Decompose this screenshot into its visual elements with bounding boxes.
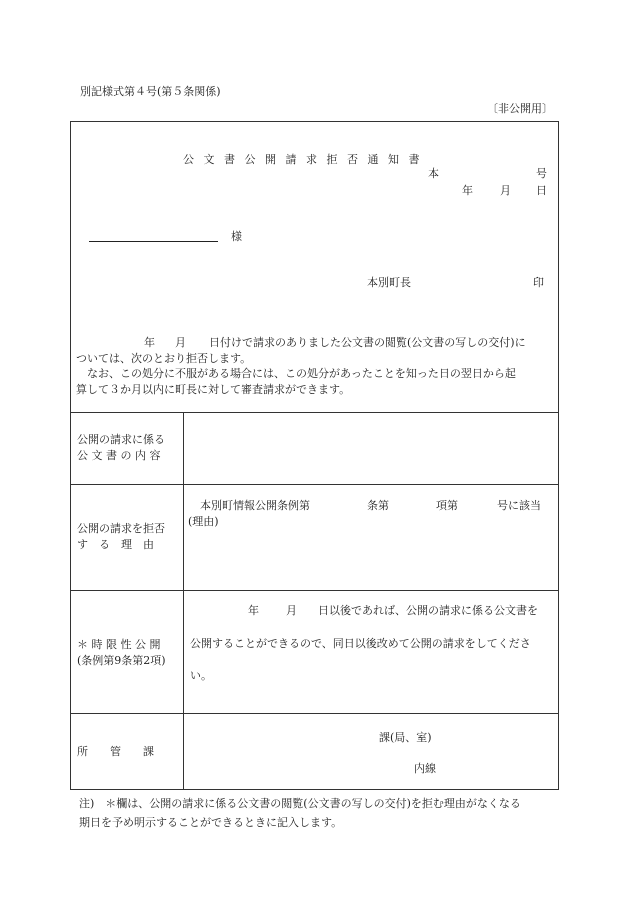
row3-text-line3: い。 — [190, 669, 212, 682]
row2-label-line2: す る 理 由 — [77, 538, 154, 551]
divider-row3-row4 — [70, 713, 559, 714]
row2-paragraph: 項第 — [436, 499, 458, 512]
row3-label-line2: (条例第9条第2項) — [77, 654, 166, 667]
row1-label-line2: 公 文 書 の 内 容 — [77, 449, 161, 462]
form-number: 別記様式第４号(第５条関係) — [80, 85, 221, 98]
row1-label-line1: 公開の請求に係る — [77, 433, 165, 446]
row3-text-line2: 公開することができるので、同日以後改めて公開の請求をしてくださ — [190, 637, 531, 650]
body-year: 年 — [144, 336, 155, 349]
row2-reason-label: (理由) — [188, 515, 219, 528]
row4-extension: 内線 — [414, 762, 436, 775]
body-line-4: 算して３か月以内に町長に対して審査請求ができます。 — [76, 383, 351, 396]
divider-row1-row2 — [70, 484, 559, 485]
addressee-line — [89, 241, 218, 242]
table-column-divider — [183, 412, 184, 790]
row3-label-line1: ＊ 時 限 性 公 開 — [77, 638, 161, 651]
body-line-3: なお、この処分に不服がある場合には、この処分があったことを知った日の翌日から起 — [87, 367, 516, 380]
body-month: 月 — [175, 336, 186, 349]
date-year: 年 — [462, 184, 473, 197]
footnote-line-1: 注) ＊欄は、公開の請求に係る公文書の閲覧(公文書の写しの交付)を拒む理由がなくなる — [79, 797, 521, 810]
row3-text-line1: 日以後であれば、公開の請求に係る公文書を — [318, 604, 538, 617]
doc-number-prefix: 本 — [428, 167, 439, 180]
body-line-1: 日付けで請求のありました公文書の閲覧(公文書の写しの交付)に — [209, 336, 526, 349]
divider-row2-row3 — [70, 590, 559, 591]
row2-item: 号に該当 — [497, 499, 541, 512]
addressee-suffix: 様 — [231, 230, 242, 243]
row3-year: 年 — [248, 604, 259, 617]
date-month: 月 — [500, 184, 511, 197]
row2-ordinance-text: 本別町情報公開条例第 — [200, 499, 310, 512]
row2-article: 条第 — [367, 499, 389, 512]
footnote-line-2: 期日を予め明示することができるときに記入します。 — [79, 816, 343, 829]
row4-division: 課(局、室) — [379, 731, 432, 744]
sender-name: 本別町長 — [367, 276, 411, 289]
body-line-2: ついては、次のとおり拒否します。 — [76, 352, 252, 365]
seal-mark: 印 — [533, 276, 544, 289]
row3-month: 月 — [286, 604, 297, 617]
row4-label: 所 管 課 — [77, 745, 154, 758]
classification-label: 〔非公開用〕 — [487, 102, 553, 115]
notice-title: 公 文 書 公 開 請 求 拒 否 通 知 書 — [183, 153, 423, 166]
row2-label-line1: 公開の請求を拒否 — [77, 522, 165, 535]
divider-notice-table — [70, 412, 559, 413]
date-day: 日 — [536, 184, 547, 197]
doc-number-suffix: 号 — [536, 167, 547, 180]
